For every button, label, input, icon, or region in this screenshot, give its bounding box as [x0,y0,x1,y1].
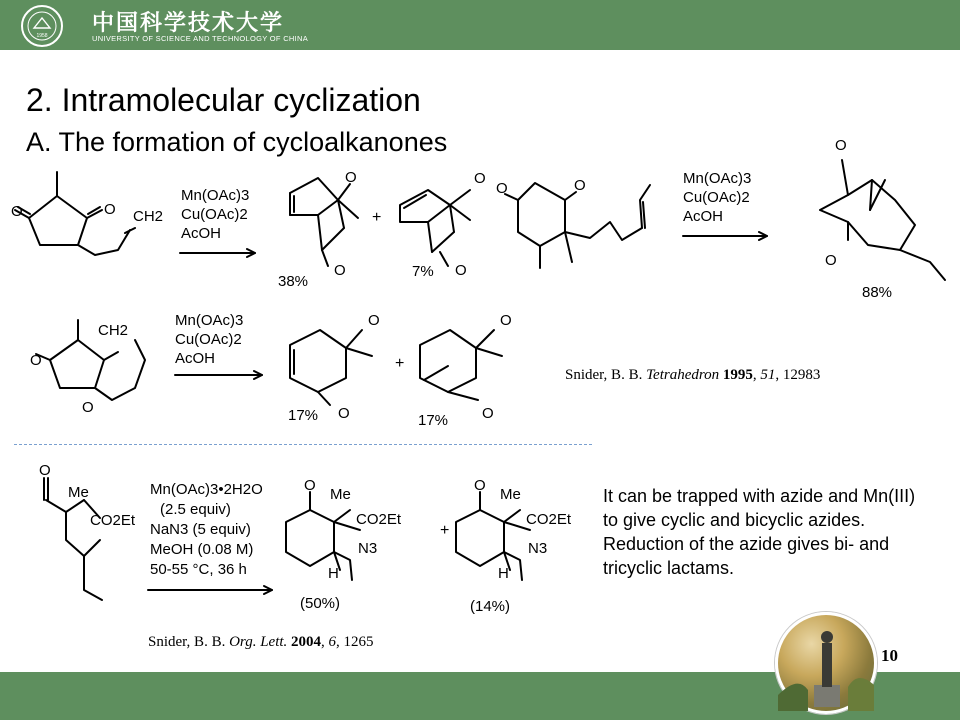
reaction3-reagent-1: Mn(OAc)3 [175,312,244,329]
reaction4-product2-me: Me [500,486,521,503]
svg-text:O: O [104,201,116,218]
citation-2-pages: 1265 [343,634,374,650]
reaction4-yield-1: (50%) [300,595,341,612]
reaction1-reagent-2: Cu(OAc)2 [181,206,248,223]
reaction1-substituent: CH2 [133,208,164,225]
reaction4-reactant [39,462,136,600]
reaction4-reagent-5: 50-55 °C, 36 h [150,561,247,578]
reaction2-reagent-2: Cu(OAc)2 [683,189,750,206]
reaction4-yield-2: (14%) [470,598,511,615]
svg-text:O: O [474,170,486,187]
reaction4-reactant-ester: CO2Et [90,512,136,529]
reaction3-product-1 [288,312,380,424]
reaction4-product1-ester: CO2Et [356,511,402,528]
reaction3-yield-2: 17% [418,412,449,429]
campus-statue-photo [775,612,877,714]
reaction1-reagent-1: Mn(OAc)3 [181,187,250,204]
svg-text:O: O [345,169,357,186]
reaction3-reagents [175,312,243,367]
reaction3-substituent: CH2 [98,322,129,339]
statue-icon [778,615,874,711]
svg-text:O: O [455,262,467,279]
reaction4-arrow [148,586,272,594]
svg-text:O: O [30,352,42,369]
reaction3-product-2 [418,312,512,429]
svg-text:O: O [482,405,494,422]
reaction4-reagents [150,481,263,578]
svg-text:O: O [500,312,512,329]
reaction2-yield: 88% [862,284,893,301]
svg-text:O: O [825,252,837,269]
reaction4-product1-azide: N3 [358,540,378,557]
slide-subtitle: A. The formation of cycloalkanones [26,127,448,157]
reaction4-product2-ester: CO2Et [526,511,572,528]
svg-text:O: O [39,462,51,479]
svg-text:O: O [368,312,380,329]
slide-title: 2. Intramolecular cyclization [26,82,421,118]
citation-1-author: Snider, B. B. [565,367,643,383]
reaction3-arrow [175,371,262,379]
reaction2-arrow [683,232,767,240]
reaction1-yield-2: 7% [412,263,434,280]
citation-2-journal: Org. Lett. [229,634,288,650]
citation-1-year: 1995 [722,367,753,383]
reaction1-product-1 [278,169,358,290]
header-bar [0,0,960,50]
reaction4-product2-azide: N3 [528,540,548,557]
citation-2-year: 2004 [291,634,322,650]
reaction4-reagent-1: Mn(OAc)3•2H2O [150,481,263,498]
section-divider [14,444,592,445]
svg-text:O: O [334,262,346,279]
reaction4-reagent-2: (2.5 equiv) [160,501,231,518]
svg-text:O: O [11,203,23,220]
reaction1-yield-1: 38% [278,273,309,290]
svg-text:O: O [474,477,486,494]
citation-2: Snider, B. B. Org. Lett. 2004, 6, 1265 [148,634,374,650]
svg-text:+: + [395,355,405,372]
reaction3-reagent-2: Cu(OAc)2 [175,331,242,348]
svg-text:O: O [574,177,586,194]
reaction2-reactant [496,177,650,268]
reaction4-product1-h: H [328,565,339,582]
university-name-en: UNIVERSITY OF SCIENCE AND TECHNOLOGY OF CHINA [92,34,309,43]
reaction4-reagent-4: MeOH (0.08 M) [150,541,254,558]
citation-1-journal: Tetrahedron [646,367,720,383]
svg-text:O: O [496,180,508,197]
citation-1-volume: 51 [760,367,776,383]
university-name-cn: 中国科学技术大学 [92,10,285,36]
reaction1-reagent-3: AcOH [181,225,222,242]
reaction4-reagent-3: NaN3 (5 equiv) [150,521,251,538]
reaction3-reagent-3: AcOH [175,350,216,367]
reaction1-product-2 [400,170,486,280]
svg-text:+: + [440,522,450,539]
reaction1-reactant [11,172,163,255]
reaction1-arrow [180,249,255,257]
citation-2-author: Snider, B. B. [148,634,226,650]
university-seal-icon [20,4,64,48]
reaction4-reactant-me: Me [68,484,89,501]
reaction4-product-2 [456,477,572,615]
svg-text:O: O [835,137,847,154]
citation-1-pages: 12983 [782,367,821,383]
seal-year: 1958 [36,33,48,39]
reaction3-reactant [30,320,145,416]
reaction2-reagents [683,170,751,225]
citation-2-volume: 6 [328,634,337,650]
reaction4-product2-h: H [498,565,509,582]
explanation-note: It can be trapped with azide and Mn(III) to give cyclic and bicyclic azides. Reduction of the azide gives bi- and tricyclic lactams. [603,486,916,578]
reaction2-reagent-3: AcOH [683,208,724,225]
reaction3-yield-1: 17% [288,407,319,424]
reaction2-product [820,137,945,301]
svg-text:O: O [338,405,350,422]
svg-text:O: O [304,477,316,494]
page-number: 10 [881,646,898,665]
svg-text:+: + [372,209,382,226]
reaction1-reagents [181,187,249,242]
svg-text:O: O [82,399,94,416]
reaction4-product-1 [286,477,402,612]
citation-1: Snider, B. B. Tetrahedron 1995, 51, 12983 [565,367,821,383]
reaction2-reagent-1: Mn(OAc)3 [683,170,752,187]
reaction4-product1-me: Me [330,486,351,503]
